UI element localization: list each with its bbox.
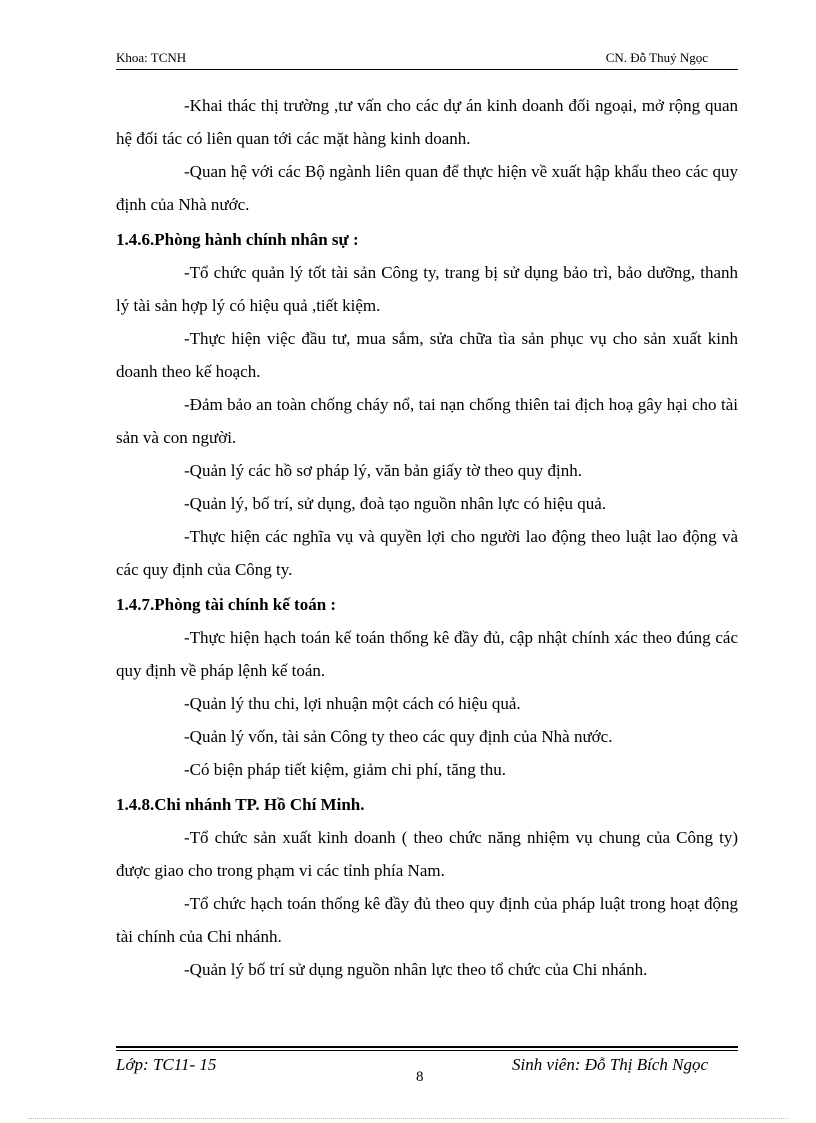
footer-divider-thick [116,1046,738,1048]
paragraph: -Quản lý các hồ sơ pháp lý, văn bản giấy tờ theo quy định. [184,461,583,480]
paragraph: -Tổ chức sản xuất kinh doanh ( theo chức năng nhiệm vụ chung của Công ty) được giao cho trong phạm vi các tỉnh phía Nam. [116,828,738,880]
paragraph: -Quản lý bố trí sử dụng nguồn nhân lực theo tổ chức của Chi nhánh. [184,960,648,979]
section-heading-1-4-7: 1.4.7.Phòng tài chính kế toán : [116,595,337,614]
paragraph: -Tổ chức hạch toán thống kê đầy đủ theo quy định của pháp luật trong hoạt động tài chính của Chi nhánh. [116,894,738,946]
section-heading-1-4-6: 1.4.6.Phòng hành chính nhân sự : [116,230,359,249]
section-heading-1-4-8: 1.4.8.Chi nhánh TP. Hồ Chí Minh. [116,795,365,814]
paragraph: -Khai thác thị trường ,tư vấn cho các dự án kinh doanh đối ngoại, mở rộng quan hệ đối tác có liên quan tới các mặt hàng kinh doanh. [116,96,738,148]
paragraph: -Quan hệ với các Bộ ngành liên quan để thực hiện về xuất hập khẩu theo các quy định của Nhà nước. [116,162,738,214]
paragraph: -Đảm bảo an toàn chống cháy nổ, tai nạn chống thiên tai địch hoạ gây hại cho tài sản và con người. [116,395,738,447]
document-body [116,89,738,986]
footer-divider-thin [116,1050,738,1051]
page-number: 8 [416,1069,424,1085]
header-author: CN. Đỗ Thuý Ngọc [605,50,708,65]
paragraph: -Thực hiện các nghĩa vụ và quyền lợi cho người lao động theo luật lao động và các quy định của Công ty. [116,527,738,579]
header-divider [116,69,738,70]
paragraph: -Có biện pháp tiết kiệm, giảm chi phí, tăng thu. [184,760,506,779]
footer-student: Sinh viên: Đỗ Thị Bích Ngọc [512,1055,708,1074]
paragraph: -Quản lý thu chi, lợi nhuận một cách có hiệu quả. [184,694,521,713]
footer-class: Lớp: TC11- 15 [116,1055,217,1074]
paragraph: -Tổ chức quản lý tốt tài sản Công ty, trang bị sử dụng bảo trì, bảo dưỡng, thanh lý tài sản hợp lý có hiệu quả ,tiết kiệm. [116,263,738,315]
page-header [116,50,708,70]
page-bottom-border [28,1118,788,1119]
header-faculty: Khoa: TCNH [116,50,187,65]
paragraph: -Quản lý, bố trí, sử dụng, đoà tạo nguồn nhân lực có hiệu quả. [184,494,607,513]
paragraph: -Thực hiện hạch toán kế toán thống kê đầy đủ, cập nhật chính xác theo đúng các quy định về pháp lệnh kế toán. [116,628,738,680]
paragraph: -Thực hiện việc đầu tư, mua sắm, sửa chữa tìa sản phục vụ cho sản xuất kinh doanh theo kế hoạch. [116,329,738,381]
paragraph: -Quản lý vốn, tài sản Công ty theo các quy định của Nhà nước. [184,727,613,746]
